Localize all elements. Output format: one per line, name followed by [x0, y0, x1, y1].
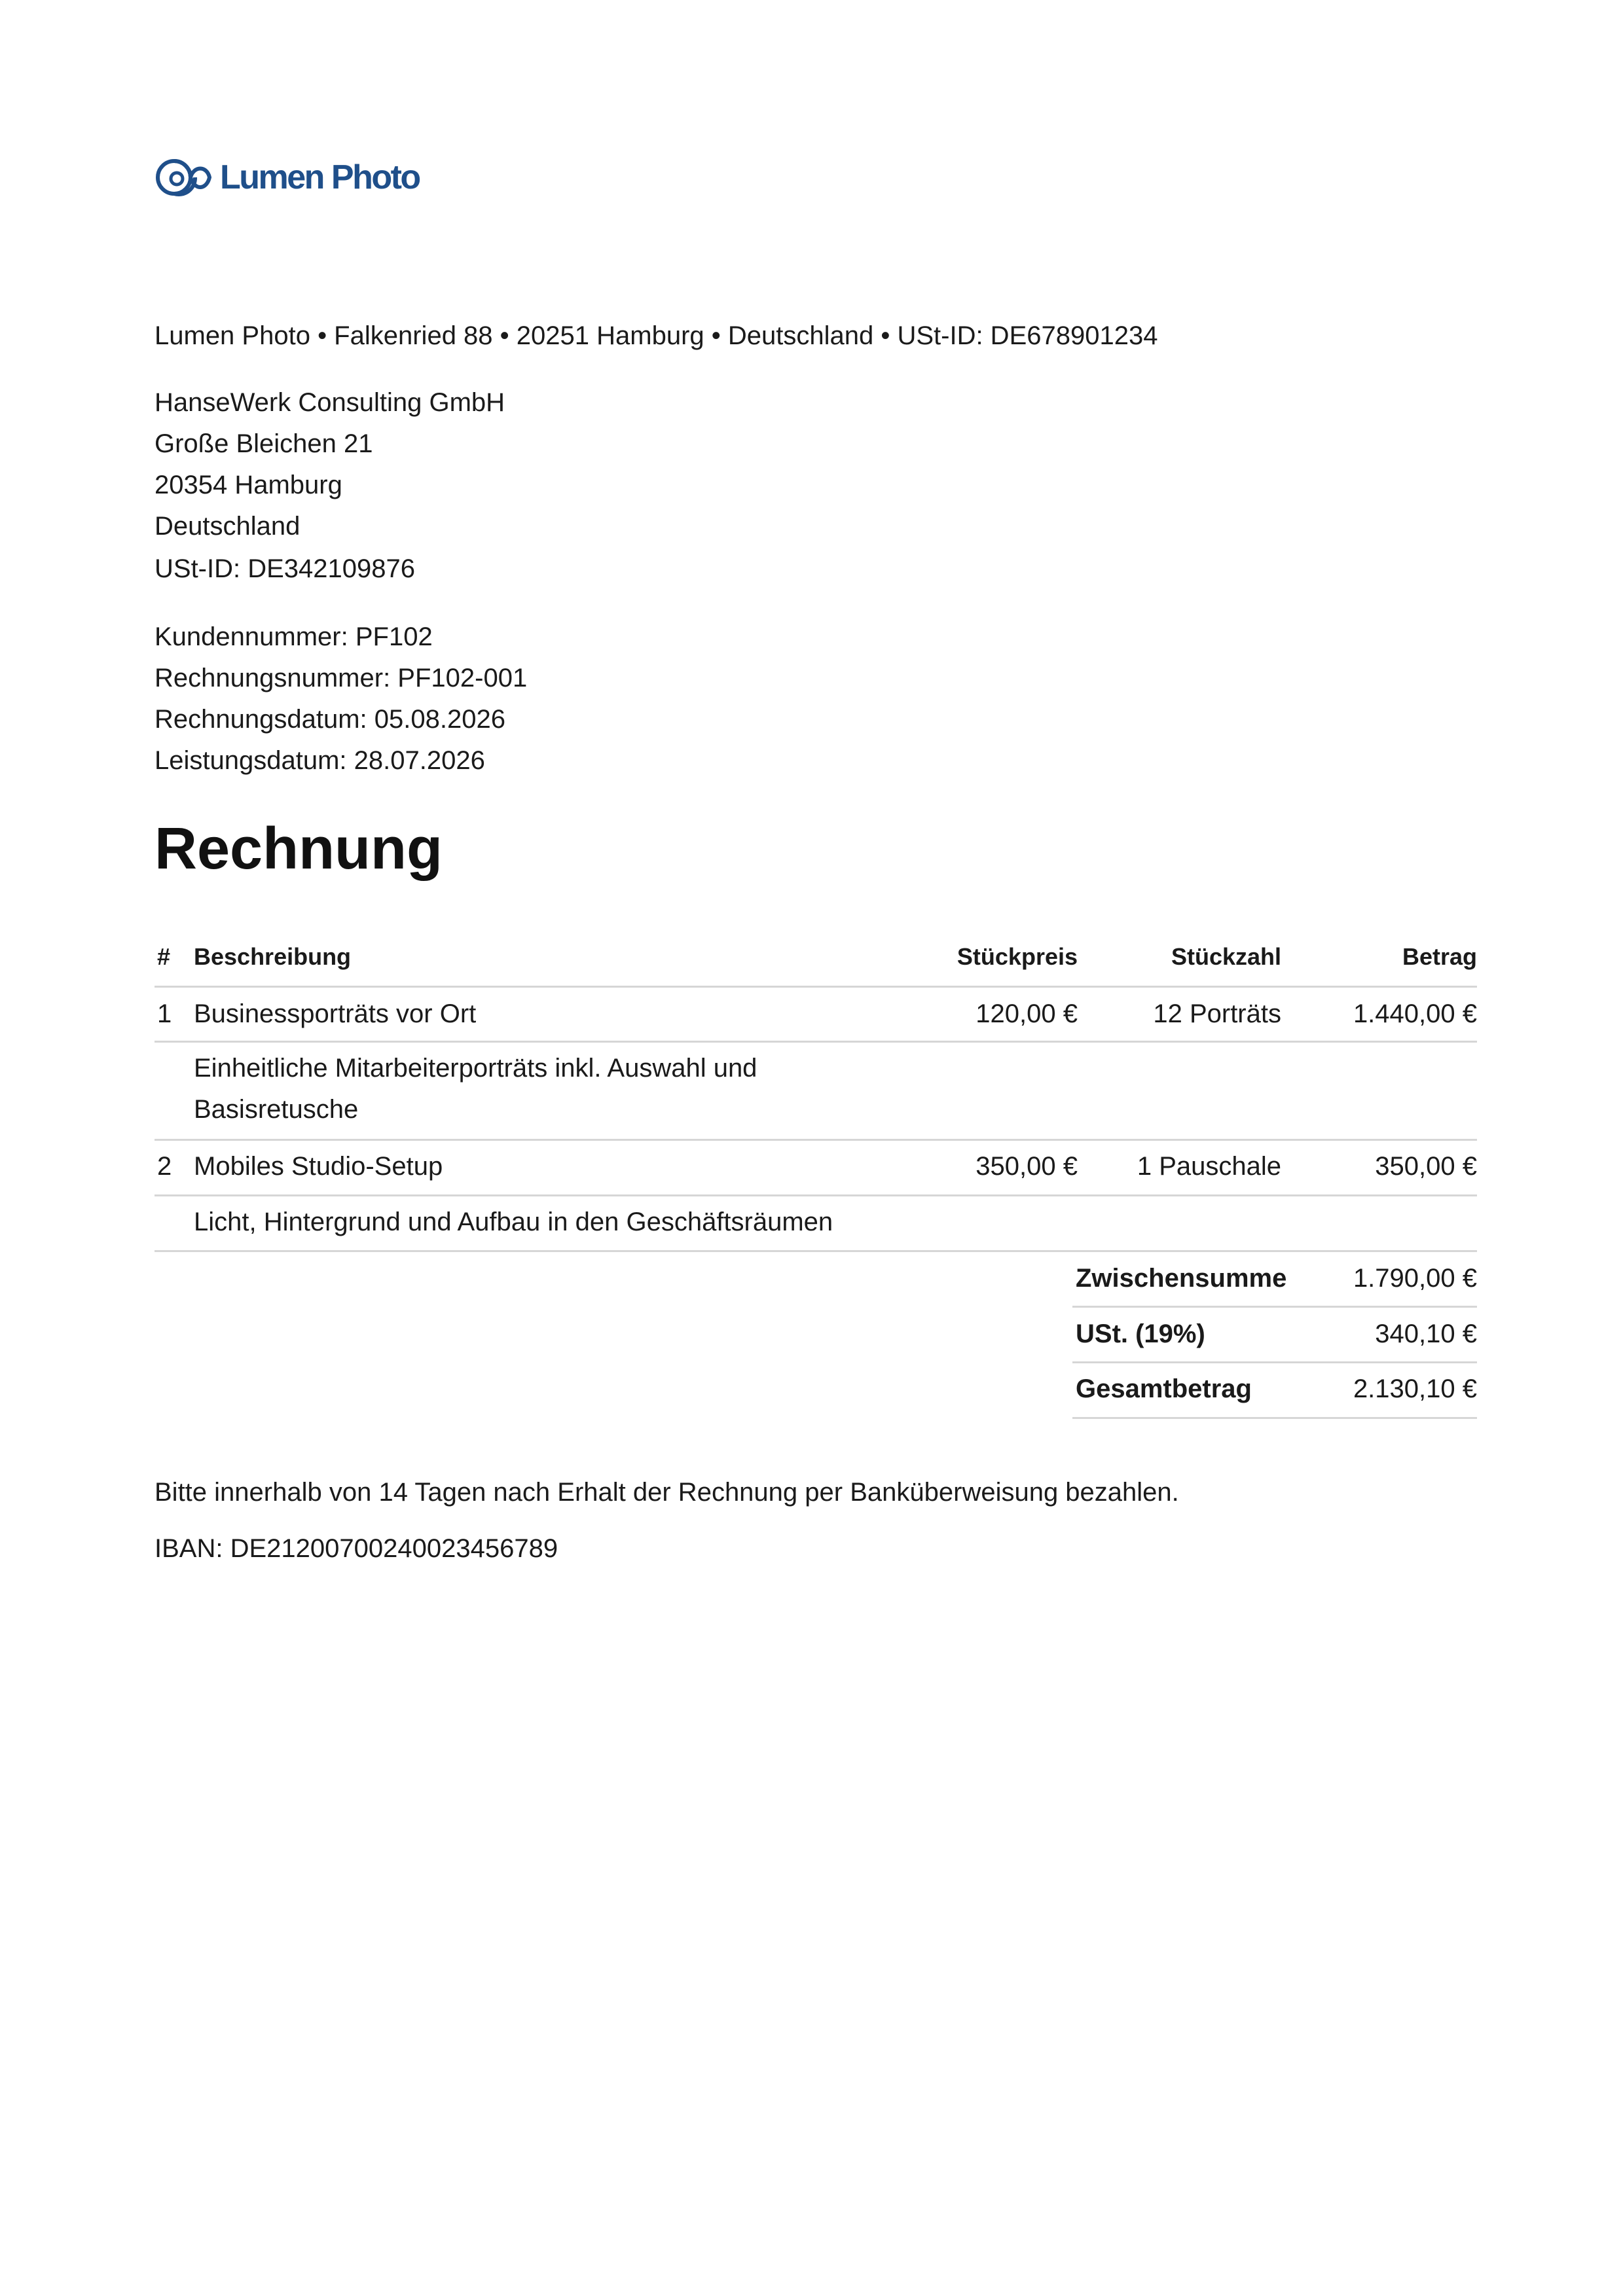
customer-number: Kundennummer: PF102: [155, 622, 433, 651]
subtotal-label: Zwischensumme: [1076, 1264, 1287, 1293]
row-2-detail-line-1: Licht, Hintergrund und Aufbau in den Geschäftsräumen: [194, 1208, 833, 1236]
row-divider: [155, 1041, 1477, 1043]
row-1-number: 1: [157, 999, 172, 1028]
col-header-unit-price: Stückpreis: [957, 943, 1078, 970]
recipient-vat: USt-ID: DE342109876: [155, 554, 416, 583]
recipient-street: Große Bleichen 21: [155, 429, 373, 458]
subtotal-value: 1.790,00 €: [1353, 1264, 1477, 1293]
sender-line: Lumen Photo • Falkenried 88 • 20251 Hamburg • Deutschland • USt-ID: DE678901234: [155, 321, 1158, 350]
col-header-amount: Betrag: [1402, 943, 1477, 970]
row-1-amount: 1.440,00 €: [1353, 999, 1477, 1028]
document-title: Rechnung: [155, 816, 443, 882]
recipient-company: HanseWerk Consulting GmbH: [155, 388, 505, 417]
row-2-unit-price: 350,00 €: [976, 1152, 1078, 1181]
iban: IBAN: DE21200700240023456789: [155, 1534, 558, 1563]
recipient-city: 20354 Hamburg: [155, 471, 342, 499]
recipient-country: Deutschland: [155, 512, 301, 541]
company-logo: [155, 154, 420, 200]
table-bottom-divider: [155, 1250, 1477, 1252]
service-date: Leistungsdatum: 28.07.2026: [155, 746, 485, 775]
vat-label: USt. (19%): [1076, 1319, 1205, 1348]
total-label: Gesamtbetrag: [1076, 1374, 1252, 1403]
totals-divider: [1072, 1306, 1477, 1308]
row-1-quantity: 12 Porträts: [1153, 999, 1281, 1028]
vat-value: 340,10 €: [1375, 1319, 1477, 1348]
col-header-quantity: Stückzahl: [1171, 943, 1281, 970]
totals-divider: [1072, 1361, 1477, 1363]
invoice-number: Rechnungsnummer: PF102-001: [155, 664, 528, 692]
row-divider: [155, 1139, 1477, 1141]
invoice-date: Rechnungsdatum: 05.08.2026: [155, 705, 505, 734]
row-2-quantity: 1 Pauschale: [1137, 1152, 1281, 1181]
table-header-divider: [155, 986, 1477, 988]
row-1-unit-price: 120,00 €: [976, 999, 1078, 1028]
totals-divider: [1072, 1417, 1477, 1419]
logo-wordmark: Lumen Photo: [220, 158, 420, 196]
row-2-number: 2: [157, 1152, 172, 1181]
payment-note: Bitte innerhalb von 14 Tagen nach Erhalt der Rechnung per Banküberweisung bezahlen.: [155, 1478, 1179, 1507]
row-divider: [155, 1194, 1477, 1196]
col-header-number: #: [157, 943, 171, 970]
row-2-amount: 350,00 €: [1375, 1152, 1477, 1181]
row-1-detail-line-1: Einheitliche Mitarbeiterporträts inkl. Auswahl und: [194, 1054, 757, 1083]
total-value: 2.130,10 €: [1353, 1374, 1477, 1403]
lumen-logo-icon: [155, 156, 215, 198]
col-header-description: Beschreibung: [194, 943, 352, 970]
row-2-description: Mobiles Studio-Setup: [194, 1152, 443, 1181]
row-1-detail-line-2: Basisretusche: [194, 1095, 359, 1124]
row-1-description: Businessporträts vor Ort: [194, 999, 477, 1028]
